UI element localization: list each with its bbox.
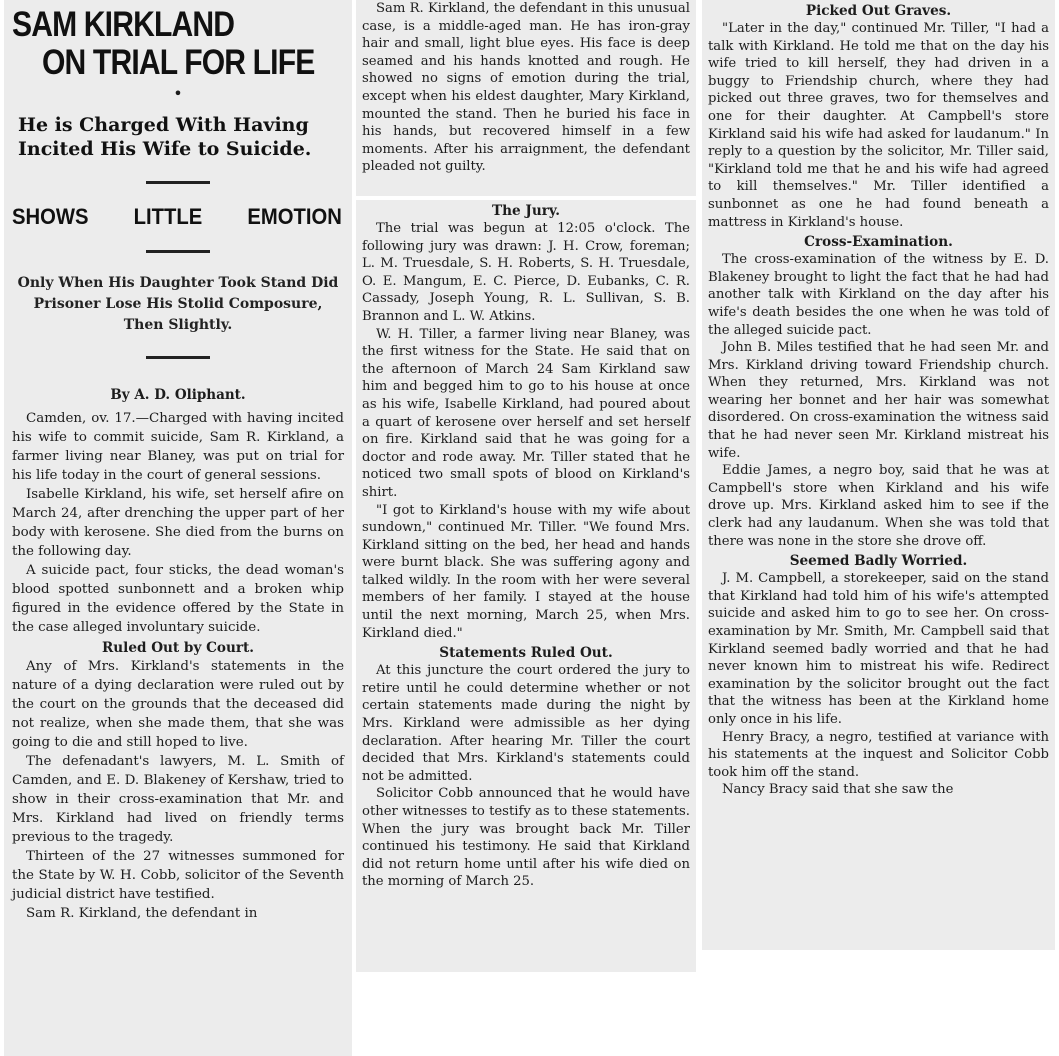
- paragraph: J. M. Campbell, a storekeeper, said on the stand that Kirkland had told him of his wife's attempted suicide and asked him to go to see her. On cross-examination by Mr. Smith, Mr. Campbell said that Kirkland seemed badly worried and that he had never known him to mistreat his wife. Redirect examination by the solicitor brought out the fact that the witness has been at the Kirkland home only once in his life.: [708, 571, 1049, 727]
- paragraph: Camden, ov. 17.—Charged with having incited his wife to commit suicide, Sam R. Kirkland, a farmer living near Blaney, was put on trial for his life today in the court of general sessions.: [12, 411, 344, 483]
- headline-line-2: ON TRIAL FOR LIFE: [42, 43, 315, 82]
- paragraph: "Later in the day," continued Mr. Tiller, "I had a talk with Kirkland. He told me that on the day his wife tried to kill herself, they had driven in a buggy to Friendship church, where they had picked out three graves, two for themselves and one for their daughter. At Campbell's store Kirkland said his wife had asked for laudanum." In reply to a question by the solicitor, Mr. Tiller said, "Kirkland told me that he and his wife had agreed to kill themselves." Mr. Tiller identified a sunbonnet as one he had found beneath a mattress in Kirkland's house.: [708, 21, 1049, 230]
- paragraph: Isabelle Kirkland, his wife, set herself afire on March 24, after drenching the upper part of her body with kerosene. She died from the burns on the following day.: [12, 487, 344, 559]
- subheading: The Jury.: [492, 203, 560, 219]
- paragraph: Sam R. Kirkland, the defendant in: [26, 906, 258, 921]
- subheading: Seemed Badly Worried.: [789, 553, 968, 570]
- deck-word: SHOWS: [12, 204, 89, 229]
- deck-headline-2: [12, 204, 342, 230]
- article-column-3: [702, 0, 1055, 950]
- article-column-2: [356, 200, 696, 972]
- subheading: Picked Out Graves.: [805, 3, 952, 19]
- paragraph: Nancy Bracy said that she saw the: [722, 782, 954, 798]
- paragraph: John B. Miles testified that he had seen Mr. and Mrs. Kirkland driving toward Friendship church. When they returned, Mrs. Kirkland was not wearing her bonnet and her hair was somewhat disordered. On cross-examination the witness said that he had never seen Mr. Kirkland mistreat his wife.: [708, 340, 1049, 461]
- paragraph: At this juncture the court ordered the jury to retire until he could determine whether or not certain statements made during the night by Mrs. Kirkland were admissible as her dying declaration. After hearing Mr. Tiller the court decided that Mrs. Kirkland's statements could not be admitted.: [362, 663, 690, 784]
- divider-rule: [146, 356, 210, 359]
- article-column-1: [4, 0, 352, 1056]
- paragraph: The defenadant's lawyers, M. L. Smith of Camden, and E. D. Blakeney of Kershaw, tried to show in their cross-examination that Mr. and Mrs. Kirkland had lived on friendly terms previous to the tragedy.: [12, 754, 344, 845]
- deck-word: EMOTION: [247, 204, 342, 229]
- subheading: Ruled Out by Court.: [101, 640, 255, 656]
- divider-rule: [146, 250, 210, 253]
- article-column-2-top: [356, 0, 696, 196]
- paragraph: Henry Bracy, a negro, testified at variance with his statements at the inquest and Solicitor Cobb took him off the stand.: [708, 729, 1049, 780]
- byline: By A. D. Oliphant.: [110, 387, 246, 403]
- paragraph: Solicitor Cobb announced that he would have other witnesses to testify as to these statements. When the jury was brought back Mr. Tiller continued his testimony. He said that Kirkland did not return home until after his wife died on the morning of March 25.: [362, 786, 690, 890]
- headline-line-1: SAM KIRKLAND: [12, 5, 235, 44]
- paragraph: Eddie James, a negro boy, said that he was at Campbell's store when Kirkland and his wife drove up. Mrs. Kirkland asked him to see if the clerk had any laudanum. When she was told that there was none in the store she drove off.: [708, 463, 1049, 549]
- paragraph: Any of Mrs. Kirkland's statements in the nature of a dying declaration were ruled out by the court on the grounds that the deceased did not realize, when she made them, that she was going to die and still hoped to live.: [12, 659, 344, 750]
- paragraph: The cross-examination of the witness by E. D. Blakeney brought to light the fact that he had had another talk with Kirkland on the day after his wife's death besides the one when he was told of the alleged suicide pact.: [708, 252, 1049, 338]
- deck-word: LITTLE: [133, 204, 203, 229]
- subheading: Statements Ruled Out.: [439, 645, 613, 662]
- divider-rule: [146, 181, 210, 184]
- subheading: Cross-Examination.: [804, 234, 953, 251]
- deck-headline-3: Only When His Daughter Took Stand Did Prisoner Lose His Stolid Composure, Then Slightly.: [17, 275, 339, 333]
- paragraph: The trial was begun at 12:05 o'clock. The following jury was drawn: J. H. Crow, foreman; L. M. Truesdale, S. H. Roberts, S. H. Truesdale, O. E. Mangum, E. C. Pierce, D. Eubanks, C. R. Cassady, Joseph Young, R. L. Sullivan, S. B. Brannon and L. W. Atkins.: [362, 221, 690, 324]
- bullet-ornament: •: [173, 84, 183, 103]
- paragraph: "I got to Kirkland's house with my wife about sundown," continued Mr. Tiller. "We found Mrs. Kirkland sitting on the bed, her head and hands were burnt black. She was suffering agony and talked wildly. In the room with her were several members of her family. I stayed at the house until the next morning, March 25, when Mrs. Kirkland died.": [362, 502, 690, 641]
- deck-headline-1: He is Charged With Having Incited His Wife to Suicide.: [18, 114, 312, 160]
- paragraph: W. H. Tiller, a farmer living near Blaney, was the first witness for the State. He said that on the afternoon of March 24 Sam Kirkland saw him and begged him to go to his house at once as his wife, Isabelle Kirkland, had poured about a quart of kerosene over herself and set herself on fire. Kirkland said that he was going for a doctor and rode away. Mr. Tiller stated that he noticed two small spots of blood on Kirkland's shirt.: [362, 326, 690, 500]
- paragraph: Thirteen of the 27 witnesses summoned for the State by W. H. Cobb, solicitor of the Seventh judicial district have testified.: [12, 849, 344, 902]
- paragraph: Sam R. Kirkland, the defendant in this unusual case, is a middle-aged man. He has iron-gray hair and small, light blue eyes. His face is deep seamed and his hands knotted and rough. He showed no signs of emotion during the trial, except when his eldest daughter, Mary Kirkland, mounted the stand. Then he buried his face in his hands, but recovered himself in a few moments. After his arraignment, the defendant pleaded not guilty.: [362, 1, 690, 175]
- paragraph: A suicide pact, four sticks, the dead woman's blood spotted sunbonnett and a broken whip figured in the evidence offered by the State in the case alleged involuntary suicide.: [12, 563, 344, 635]
